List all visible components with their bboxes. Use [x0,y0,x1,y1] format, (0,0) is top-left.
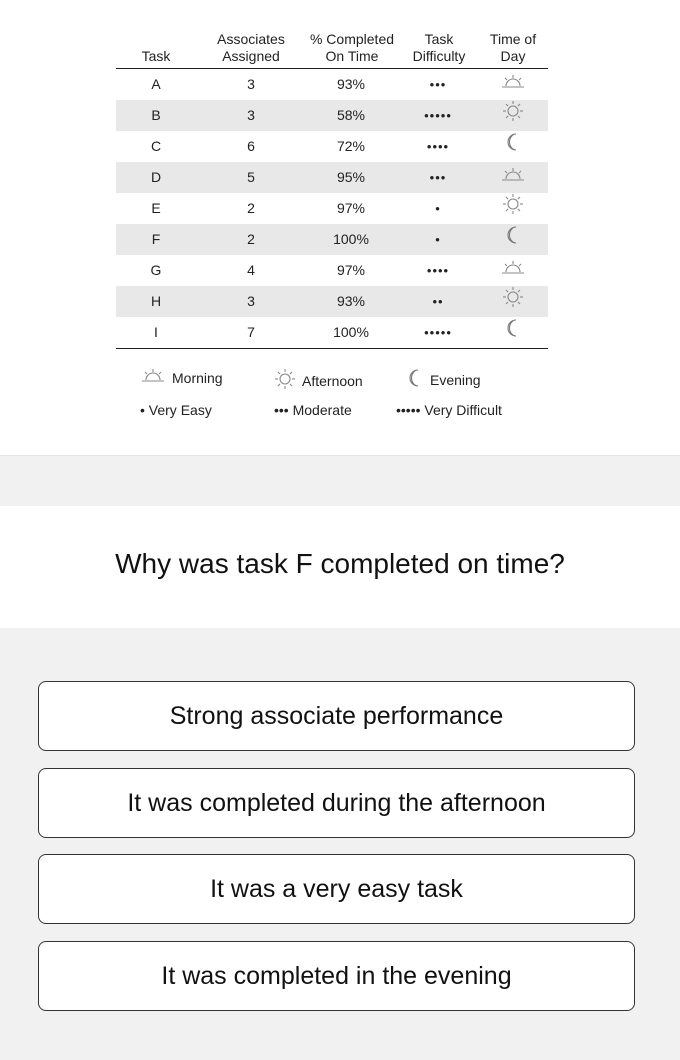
associates-cell: 6 [247,138,255,154]
answer-option-1[interactable]: Strong associate performance [38,681,635,751]
header-task: Task [141,48,171,64]
completed-cell: 58% [336,107,366,123]
difficulty-cell: •••• [426,139,450,154]
completed-cell: 100% [333,324,369,340]
task-cell: I [154,324,158,340]
task-cell: G [150,262,162,278]
legend-evening-label: Evening [430,371,481,388]
difficulty-cell: • [435,201,441,216]
difficulty-cell: ••••• [424,325,452,340]
time-cell [480,255,546,286]
moon-icon [504,225,522,256]
associates-cell: 4 [247,262,255,278]
legend-evening [406,368,481,391]
difficulty-cell: ••••• [424,108,452,123]
completed-cell: 100% [333,231,369,247]
time-cell [480,286,546,317]
associates-cell: 2 [247,231,255,247]
legend-afternoon-label: Afternoon [302,372,363,389]
sunrise-icon [140,368,166,387]
header-associates: Associates Assigned [217,31,285,64]
sun-icon [502,100,524,133]
table-header [116,26,548,68]
task-cell: H [150,293,162,309]
table-row [116,162,548,193]
table-row [116,100,548,131]
table-row [116,317,548,348]
time-cell [480,100,546,131]
completed-cell: 97% [336,200,366,216]
task-table [116,26,548,349]
completed-cell: 93% [336,293,366,309]
associates-cell: 7 [247,324,255,340]
associates-cell: 3 [247,76,255,92]
difficulty-cell: ••• [429,77,447,92]
difficulty-cell: ••• [429,170,447,185]
task-cell: E [151,200,161,216]
task-cell: C [150,138,162,154]
answer-option-4[interactable]: It was completed in the evening [38,941,635,1011]
sunrise-icon [500,256,526,287]
associates-cell: 2 [247,200,255,216]
sunrise-icon [500,70,526,101]
time-cell [480,317,546,348]
table-row [116,131,548,162]
time-cell [480,69,546,100]
task-cell: B [151,107,161,123]
table-row [116,255,548,286]
task-cell: A [151,76,161,92]
associates-cell: 5 [247,169,255,185]
sun-icon [502,286,524,319]
separator-band [0,455,680,506]
header-time: Time of Day [489,31,537,64]
completed-cell: 97% [336,262,366,278]
table-row [116,193,548,224]
header-difficulty: Task Difficulty [412,31,466,64]
moon-icon [504,318,522,349]
completed-cell: 72% [336,138,366,154]
associates-cell: 3 [247,107,255,123]
time-cell [480,224,546,255]
answer-option-2[interactable]: It was completed during the afternoon [38,768,635,838]
header-completed: % Completed On Time [309,31,395,64]
table-row [116,69,548,100]
time-cell [480,162,546,193]
table-body [116,69,548,348]
legend-very-difficult: ••••• Very Difficult [396,402,502,418]
table-row [116,286,548,317]
moon-icon [504,132,522,163]
completed-cell: 93% [336,76,366,92]
legend-morning [140,368,223,387]
table-row [116,224,548,255]
difficulty-cell: • [435,232,441,247]
moon-icon [406,368,424,391]
task-cell: D [150,169,162,185]
completed-cell: 95% [336,169,366,185]
difficulty-cell: •• [432,294,444,309]
sunrise-icon [500,163,526,194]
task-cell: F [151,231,161,247]
associates-cell: 3 [247,293,255,309]
legend-afternoon [274,368,363,393]
bottom-rule [116,348,548,349]
time-cell [480,193,546,224]
sun-icon [274,368,296,393]
difficulty-cell: •••• [426,263,450,278]
answer-option-3[interactable]: It was a very easy task [38,854,635,924]
sun-icon [502,193,524,226]
time-cell [480,131,546,162]
legend-morning-label: Morning [172,369,223,386]
legend-very-easy: • Very Easy [140,402,212,418]
legend-moderate: ••• Moderate [274,402,352,418]
question-text: Why was task F completed on time? [115,548,565,579]
